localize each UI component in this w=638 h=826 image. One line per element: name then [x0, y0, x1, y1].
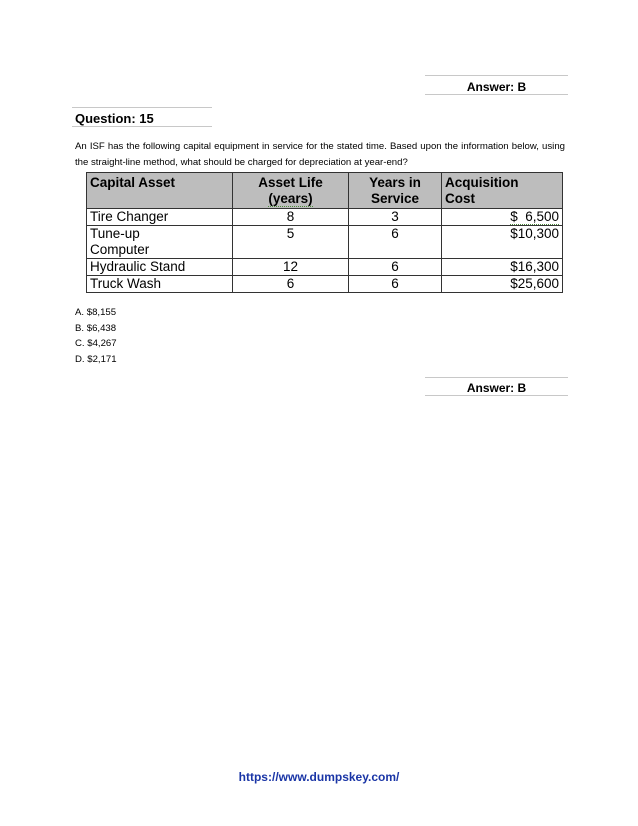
cell-cost: $25,600	[442, 276, 563, 293]
cell-service: 6	[349, 259, 442, 276]
option-a: A. $8,155	[75, 307, 117, 318]
table-row	[87, 226, 563, 259]
cell-cost: $ 6,500	[442, 209, 563, 226]
table-row	[87, 209, 563, 226]
cell-asset: Tune-up Computer	[87, 226, 233, 259]
header-capital-asset: Capital Asset	[87, 173, 233, 209]
cell-life: 5	[233, 226, 349, 259]
cell-life: 6	[233, 276, 349, 293]
question-title: Question: 15	[75, 111, 154, 126]
footer-url[interactable]: https://www.dumpskey.com/	[238, 770, 400, 784]
header-acquisition-cost: Acquisition Cost	[442, 173, 563, 209]
cell-cost: $16,300	[442, 259, 563, 276]
capital-equipment-table	[86, 172, 562, 293]
cell-asset: Tire Changer	[87, 209, 233, 226]
option-b: B. $6,438	[75, 322, 117, 334]
cell-service: 6	[349, 276, 442, 293]
question-top-rule	[72, 107, 212, 108]
cell-asset: Hydraulic Stand	[87, 259, 233, 276]
option-d: D. $2,171	[75, 353, 117, 365]
cell-cost: $10,300	[442, 226, 563, 259]
cell-service: 6	[349, 226, 442, 259]
answer-options	[75, 305, 117, 367]
header-asset-life: Asset Life (years)	[233, 173, 349, 209]
question-text: An ISF has the following capital equipment in service for the stated time. Based upon the information below, using the straight-line method, what should be charged for depreciation at year-end?	[75, 141, 565, 168]
table-row	[87, 276, 563, 293]
option-c: C. $4,267	[75, 338, 117, 349]
answer-bottom-rule	[425, 94, 568, 95]
answer-bottom-rule	[425, 395, 568, 396]
table-row	[87, 259, 563, 276]
question-bottom-rule	[72, 126, 212, 127]
cell-life: 12	[233, 259, 349, 276]
answer: Answer: B	[466, 381, 527, 395]
previous-answer: Answer: B	[466, 80, 527, 94]
table-header-row	[87, 173, 563, 209]
answer-top-rule	[425, 75, 568, 76]
answer-top-rule	[425, 377, 568, 378]
cell-service: 3	[349, 209, 442, 226]
cell-asset: Truck Wash	[87, 276, 233, 293]
header-years-in-service: Years in Service	[349, 173, 442, 209]
cell-life: 8	[233, 209, 349, 226]
